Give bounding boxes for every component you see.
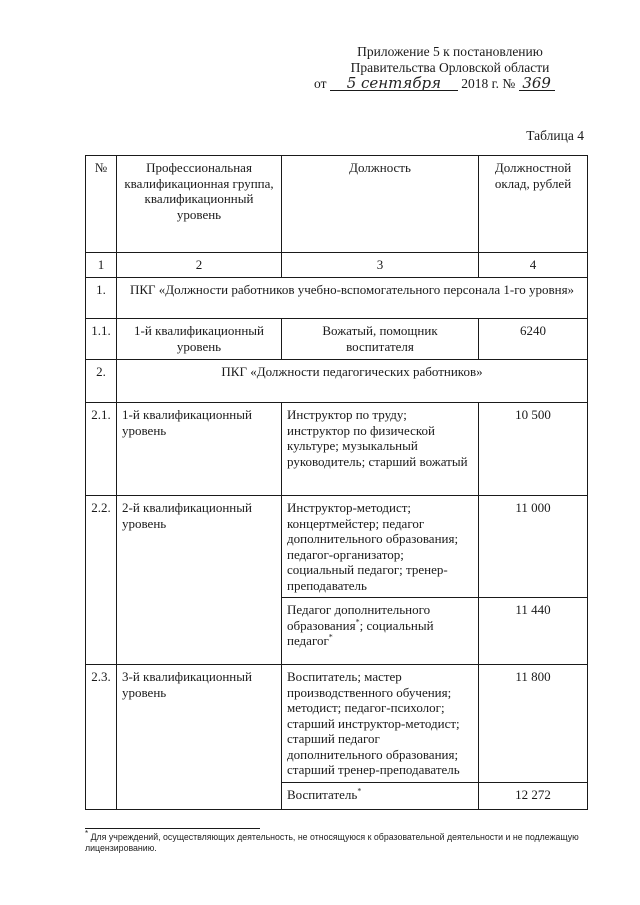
row-num: 2.3. xyxy=(86,665,117,810)
row-position: Воспитатель; мастер производственного обучения; методист; педагог-психолог; старший инструктор-методист; старший педагог дополнительного образования; старший тренер-преподаватель xyxy=(282,665,479,783)
row-level: 1-й квалификационный уровень xyxy=(117,319,282,360)
row-position xyxy=(282,598,479,665)
footnote-mark: * xyxy=(355,617,360,627)
header-year: 2018 г. № xyxy=(461,76,516,91)
position-text: Педагог дополнительного образования xyxy=(287,602,431,633)
index-cell: 2 xyxy=(117,253,282,278)
group-title: ПКГ «Должности педагогических работников» xyxy=(117,360,588,403)
footnote-divider xyxy=(85,828,260,829)
row-level: 3-й квалификационный уровень xyxy=(117,665,282,810)
row-num: 1.1. xyxy=(86,319,117,360)
handwritten-date: 5 сентября xyxy=(330,76,458,91)
footnote-mark: * xyxy=(357,786,362,796)
row-salary: 11 440 xyxy=(479,598,588,665)
table-caption: Таблица 4 xyxy=(526,128,584,143)
group-row-2 xyxy=(86,360,588,403)
footnote-text: Для учреждений, осуществляющих деятельность, не относящуюся к образовательной деятельности и не подлежащую лицензированию. xyxy=(85,832,579,853)
header-position: Должность xyxy=(282,156,479,253)
row-level: 2-й квалификационный уровень xyxy=(117,496,282,665)
header-line-2: Правительства Орловской области xyxy=(350,60,550,75)
index-cell: 4 xyxy=(479,253,588,278)
group-num: 1. xyxy=(86,278,117,319)
table-row xyxy=(86,403,588,496)
index-cell: 1 xyxy=(86,253,117,278)
row-position xyxy=(282,782,479,809)
handwritten-number: 369 xyxy=(519,76,555,91)
row-num: 2.1. xyxy=(86,403,117,496)
group-num: 2. xyxy=(86,360,117,403)
row-salary: 11 800 xyxy=(479,665,588,783)
row-position: Инструктор по труду; инструктор по физической культуре; музыкальный руководитель; старший вожатый xyxy=(282,403,479,496)
index-row xyxy=(86,253,588,278)
position-text: ; социальный педагог xyxy=(287,617,434,648)
row-position: Вожатый, помощник воспитателя xyxy=(282,319,479,360)
table-row xyxy=(86,496,588,598)
row-num: 2.2. xyxy=(86,496,117,665)
row-level: 1-й квалификационный уровень xyxy=(117,403,282,496)
row-salary: 6240 xyxy=(479,319,588,360)
header-num: № xyxy=(86,156,117,253)
row-salary: 10 500 xyxy=(479,403,588,496)
document-header xyxy=(300,44,600,92)
row-salary: 11 000 xyxy=(479,496,588,598)
header-line-3 xyxy=(300,76,600,92)
header-salary: Должностной оклад, рублей xyxy=(479,156,588,253)
position-text: Воспитатель xyxy=(287,786,358,802)
table-row xyxy=(86,319,588,360)
salary-table xyxy=(85,155,588,810)
group-title: ПКГ «Должности работников учебно-вспомогательного персонала 1-го уровня» xyxy=(117,278,588,319)
index-cell: 3 xyxy=(282,253,479,278)
footnote-mark: * xyxy=(85,829,89,839)
table-header-row xyxy=(86,156,588,253)
footnote xyxy=(85,829,595,854)
header-group: Профессиональная квалификационная группа, квалификационный уровень xyxy=(117,156,282,253)
row-salary: 12 272 xyxy=(479,782,588,809)
group-row-1 xyxy=(86,278,588,319)
row-position: Инструктор-методист; концертмейстер; педагог дополнительного образования; педагог-организатор; социальный педагог; тренер-преподаватель xyxy=(282,496,479,598)
table-row xyxy=(86,665,588,783)
footnote-mark: * xyxy=(328,632,333,642)
header-line-1: Приложение 5 к постановлению xyxy=(357,44,543,59)
header-ot: от xyxy=(314,76,327,91)
